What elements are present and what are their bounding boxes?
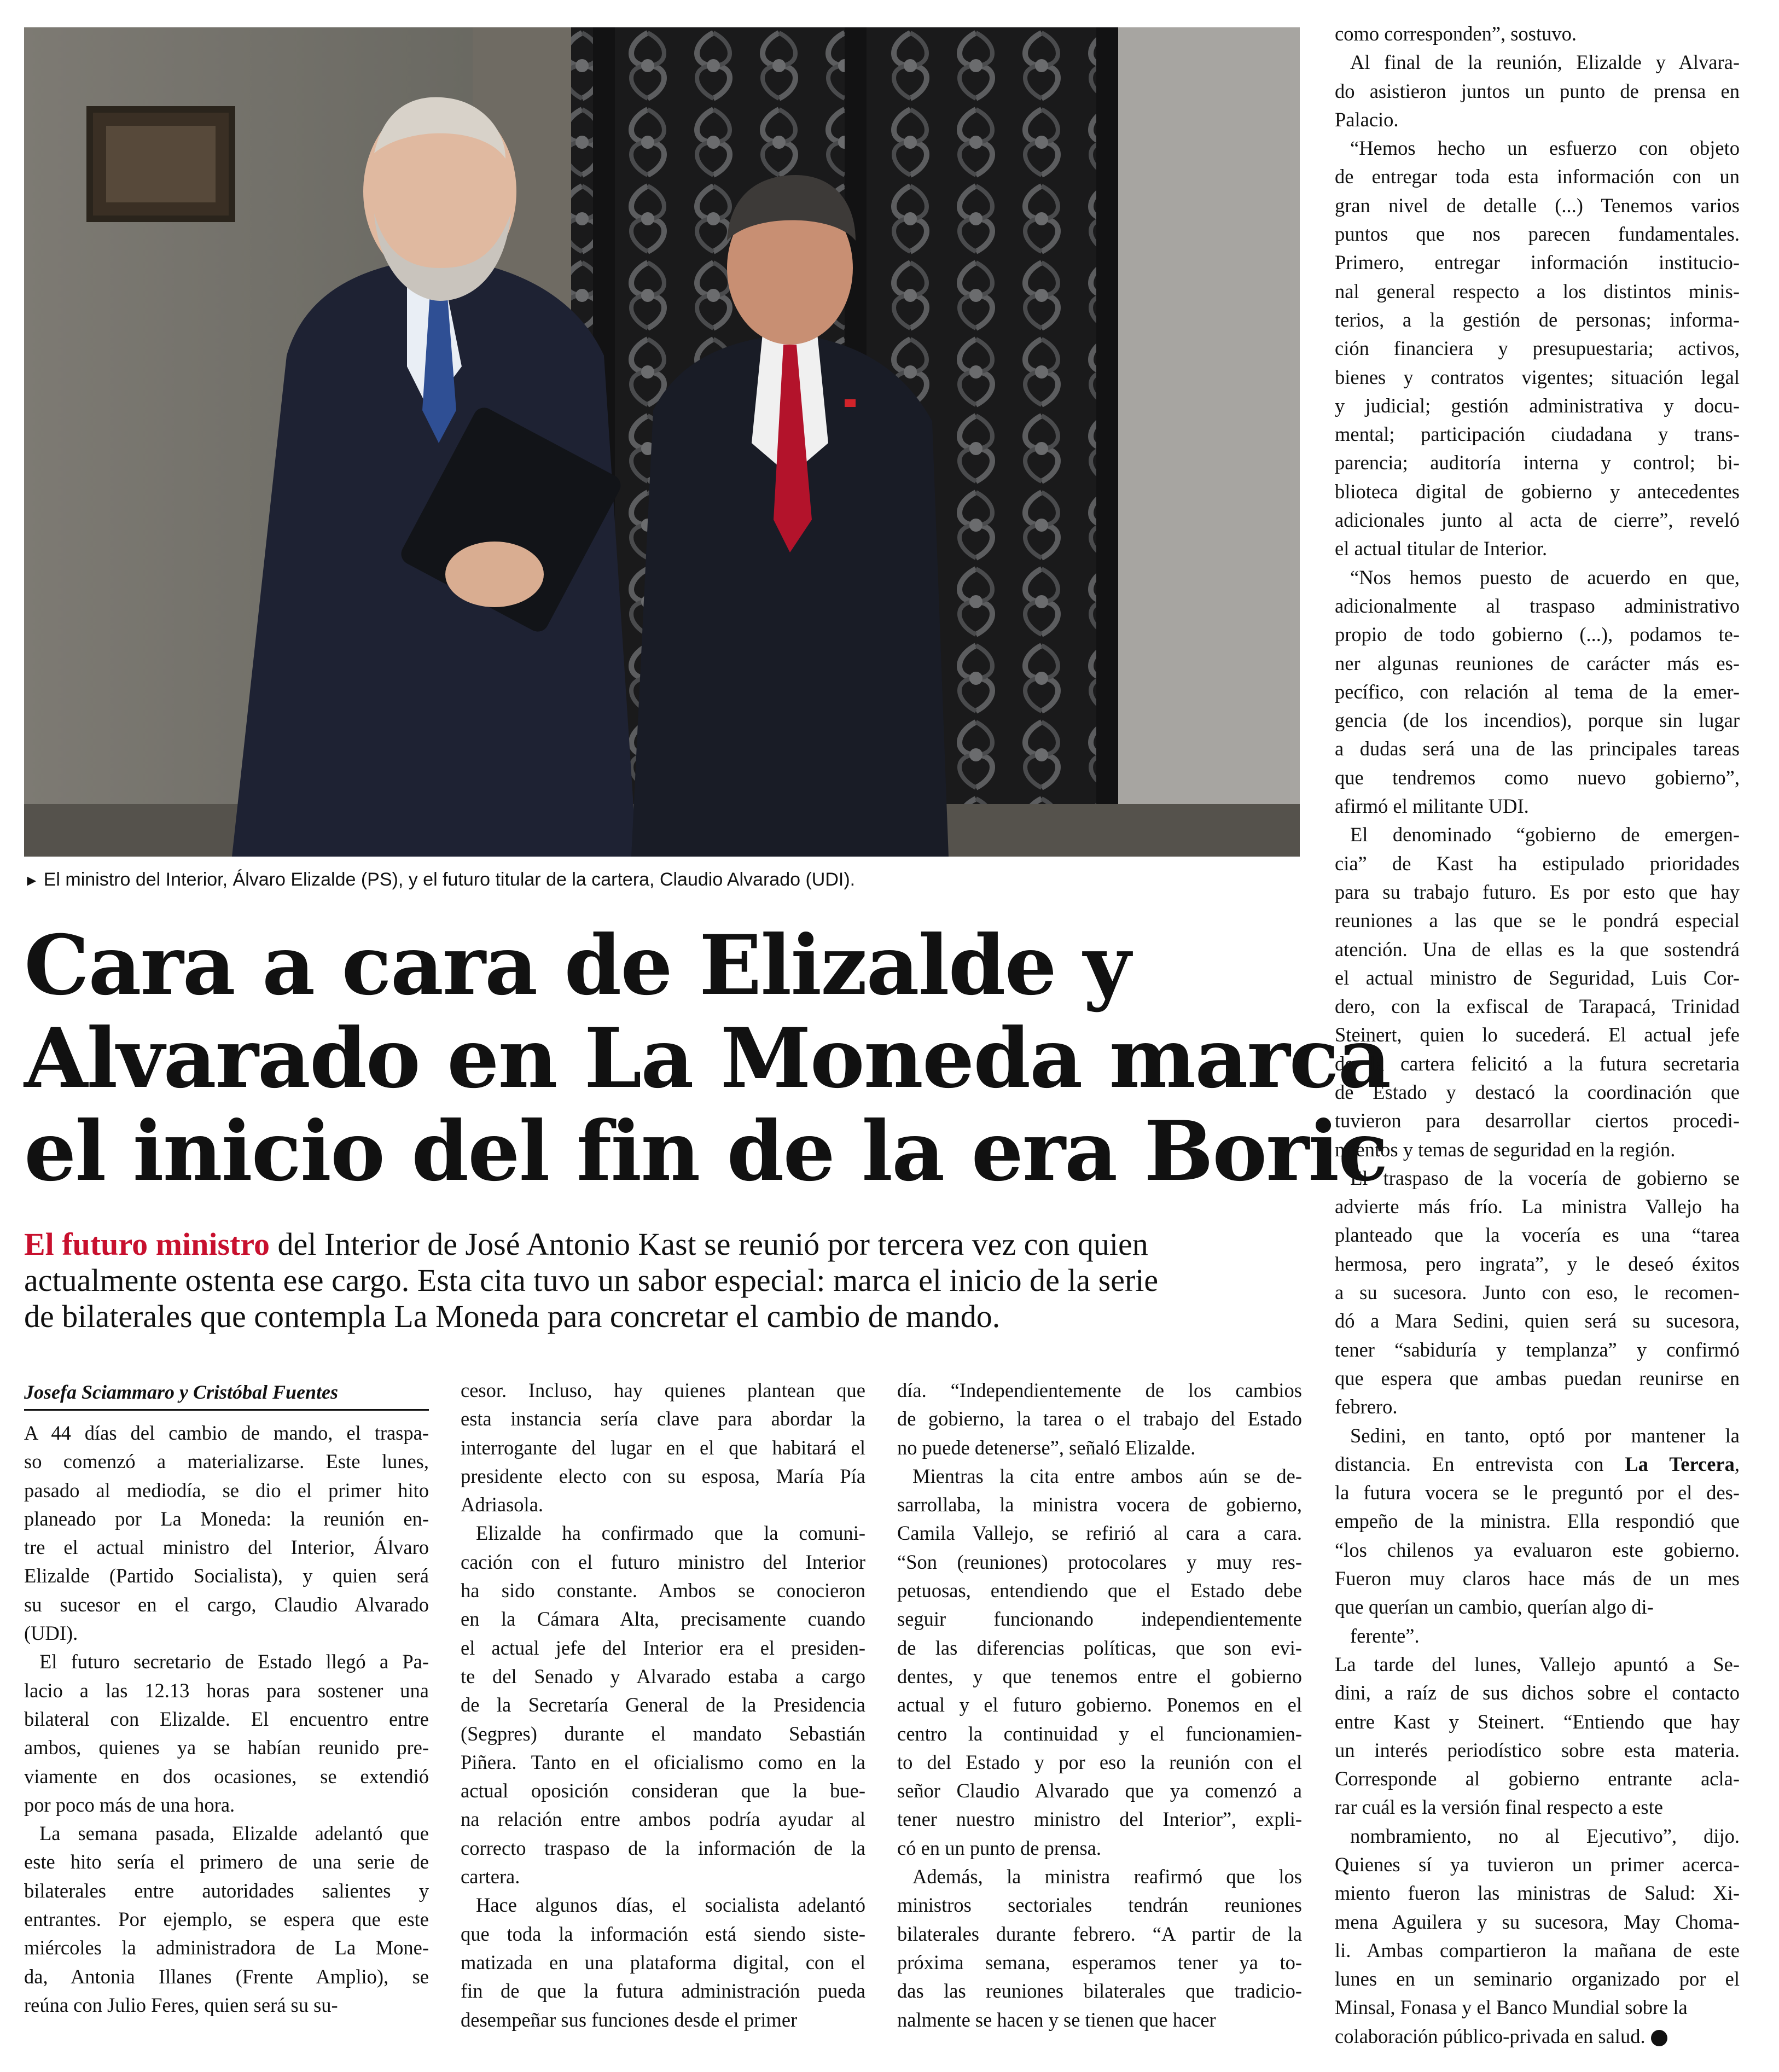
body-line: li. Ambas compartieron la mañana de este [1335,1939,1740,1962]
body-line: que querían un cambio, querían algo di- [1335,1596,1654,1619]
caption-arrow-icon: ► [24,872,39,889]
body-line: reuniones a las que se le pondrá especial [1335,909,1740,932]
body-line: que toda la información está siendo siste- [461,1922,865,1945]
body-line: afirmó el militante UDI. [1335,795,1529,818]
end-mark-icon [1651,2030,1667,2046]
body-line-text: , [1734,1452,1740,1475]
body-line: adicionalmente al traspaso administrativo [1335,594,1740,617]
body-line: A 44 días del cambio de mando, el traspa- [24,1422,429,1444]
body-line [1335,1450,1740,1479]
body-line: reúna con Julio Feres, quien será su su- [24,1993,338,2016]
body-line: que tendremos como nuevo gobierno”, [1335,766,1740,789]
body-line: bilateral con Elizalde. El encuentro entre [24,1707,429,1730]
body-line: de entregar toda esta información con un [1335,165,1740,188]
headline-line: el inicio del fin de la era Boric [24,1103,1387,1200]
body-line: Piñera. Tanto en el oficialismo como en la [461,1750,865,1773]
body-line: entrantes. Por ejemplo, se espera que este [24,1908,429,1931]
body-line: Al final de la reunión, Elizalde y Alvara- [1350,51,1740,74]
headline-line: Cara a cara de Elizalde y [24,917,1130,1014]
body-line: do asistieron juntos un punto de prensa en [1335,79,1740,102]
body-line: tre el actual ministro del Interior, Álvaro [24,1536,429,1559]
body-line: viamente en dos ocasiones, se extendió [24,1765,429,1788]
body-line: “los chilenos ya evaluaron este gobierno. [1335,1538,1740,1561]
body-line: Camila Vallejo, se refirió al cara a cara. [897,1522,1302,1545]
body-line: actual y el futuro gobierno. Ponemos en el [897,1693,1302,1716]
lead-line: actualmente ostenta ese cargo. Esta cita tuvo un sabor especial: marca el inicio de la serie [24,1262,1159,1298]
body-line: advierte más frío. La ministra Vallejo ha [1335,1195,1740,1218]
body-line: bilaterales durante febrero. “A partir de la [897,1922,1302,1945]
body-line: un interés periodístico sobre esta materia. [1335,1738,1740,1761]
body-line: ambos, quienes ya se habían reunido pre- [24,1736,429,1759]
body-line: puntos que nos parecen fundamentales. [1335,223,1740,246]
body-line: “Son (reuniones) protocolares y muy res- [897,1550,1302,1573]
body-line: parencia; auditoría interna y control; bi- [1335,451,1740,474]
body-line: bienes y contratos vigentes; situación legal [1335,365,1740,388]
body-line: Minsal, Fonasa y el Banco Mundial sobre la [1335,1996,1688,2019]
body-line: nombramiento, no al Ejecutivo”, dijo. [1350,1824,1740,1847]
body-line: Hace algunos días, el socialista adelantó [476,1894,865,1917]
body-line: para su trabajo futuro. Es por esto que hay [1335,880,1740,903]
body-line: este hito sería el primero de una serie de [24,1850,429,1873]
body-line: dero, con la exfiscal de Tarapacá, Trinidad [1335,995,1740,1018]
body-line: cartera. [461,1865,520,1888]
body-line: có en un punto de prensa. [897,1836,1102,1859]
lead-kicker: El futuro ministro [24,1226,270,1262]
body-line: ha sido constante. Ambos se conocieron [461,1579,865,1602]
body-line: día. “Independientemente de los cambios [897,1379,1302,1401]
body-line: su sucesor en el cargo, Claudio Alvarado [24,1593,429,1616]
body-line: to del Estado y por eso la reunión con el [897,1750,1302,1773]
body-line: dentes, y que tenemos entre el gobierno [897,1664,1302,1687]
body-line: de Estado y destacó la coordinación que [1335,1080,1740,1103]
body-line: planteado que la vocería es una “tarea [1335,1224,1740,1247]
body-line: La tarde del lunes, Vallejo apuntó a Se- [1335,1652,1740,1675]
body-line: Fueron muy claros hace más de un mes [1335,1567,1740,1590]
body-line: Además, la ministra reafirmó que los [912,1865,1302,1888]
body-line: esta instancia sería clave para abordar la [461,1407,865,1430]
body-line: planeado por La Moneda: la reunión en- [24,1507,429,1530]
body-line: atención. Una de ellas es la que sostendrá [1335,938,1740,961]
body-line: Palacio. [1335,108,1399,131]
lead-line-text: del Interior de José Antonio Kast se reunió por tercera vez con quien [270,1226,1148,1262]
body-line: presidente electo con su esposa, María Pía [461,1464,865,1487]
body-line: de la Secretaría General de la Presidencia [461,1693,865,1716]
body-line: interrogante del lugar en el que habitará el [461,1436,865,1459]
body-line: Adriasola. [461,1493,544,1516]
body-line: Elizalde ha confirmado que la comuni- [476,1522,865,1545]
body-line: como corresponden”, sostuvo. [1335,22,1577,45]
body-line: febrero. [1335,1395,1398,1418]
body-line: actual oposición consideran que la bue- [461,1779,865,1802]
body-line: que espera que ambas puedan reunirse en [1335,1366,1740,1389]
body-line: empeño de la ministra. Ella respondió que [1335,1510,1740,1533]
body-line: terios, a la gestión de personas; informa- [1335,308,1740,331]
body-line: a su sucesora. Junto con eso, le recomen- [1335,1281,1740,1304]
lead-paragraph [24,1226,1304,1335]
lead-line [24,1226,1304,1262]
body-line: ner algunas reuniones de carácter más es- [1335,651,1740,674]
body-line: (Segpres) durante el mandato Sebastián [461,1722,865,1745]
body-line: miércoles la administradora de La Mone- [24,1936,429,1959]
body-line: ción financiera y presupuestaria; activos, [1335,337,1740,360]
body-line: bilaterales entre autoridades salientes y [24,1879,429,1902]
body-line: El denominado “gobierno de emergen- [1350,823,1740,846]
body-line: a dudas será una de las principales tareas [1335,737,1740,760]
body-line: da, Antonia Illanes (Frente Amplio), se [24,1965,429,1988]
body-line: lacio a las 12.13 horas para sostener una [24,1679,429,1702]
body-column-4 [1335,20,1740,2051]
body-line: gencia (de los incendios), porque sin lugar [1335,709,1740,732]
body-line: dó a Mara Sedini, quien será su sucesora, [1335,1309,1740,1332]
body-line: Sedini, en tanto, optó por mantener la [1350,1424,1740,1447]
body-column-2 [461,1376,865,2034]
body-line: desempeñar sus funciones desde el primer [461,2008,798,2031]
body-line: la futura vocera se le preguntó por el des- [1335,1481,1740,1504]
body-line: adicionales junto al acta de cierre”, reveló [1335,509,1740,532]
body-line-text: colaboración público-privada en salud. [1335,2024,1646,2047]
photo-illustration [24,27,1300,857]
body-line: Mientras la cita entre ambos aún se de- [912,1464,1302,1487]
body-line: fin de que la futura administración pueda [461,1980,865,2003]
body-line: propio de todo gobierno (...), podamos te- [1335,623,1740,646]
newspaper-name: La Tercera [1625,1452,1735,1475]
body-line: mientos y temas de seguridad en la región. [1335,1138,1676,1161]
body-line: sarrollaba, la ministra vocera de gobierno, [897,1493,1302,1516]
body-line: mena Aguilera y su sucesora, May Choma- [1335,1910,1740,1933]
body-line: “Hemos hecho un esfuerzo con objeto [1350,137,1740,160]
body-line: no puede detenerse”, señaló Elizalde. [897,1436,1196,1459]
body-line: Elizalde (Partido Socialista), y quien será [24,1564,429,1587]
body-line: “Nos hemos puesto de acuerdo en que, [1350,566,1740,589]
body-line: cesor. Incluso, hay quienes plantean que [461,1379,865,1401]
body-line: (UDI). [24,1622,78,1645]
body-line: tener nuestro ministro del Interior”, expli- [897,1808,1302,1831]
body-line: de las diferencias políticas, que son evi- [897,1636,1302,1659]
body-line: tuvieron para desarrollar ciertos procedi- [1335,1109,1740,1132]
body-line: rar cuál es la versión final respecto a este [1335,1796,1663,1819]
article-photo [24,27,1300,857]
body-line: correcto traspaso de la información de la [461,1836,865,1859]
body-line: cia” de Kast ha estipulado prioridades [1335,852,1740,875]
body-line: El traspaso de la vocería de gobierno se [1350,1166,1740,1189]
body-line: centro la continuidad y el funcionamien- [897,1722,1302,1745]
caption-text: El ministro del Interior, Álvaro Elizalde (PS), y el futuro titular de la cartera, Claudio Alvarado (UDI). [43,869,856,890]
body-line: nal general respecto a los distintos minis- [1335,280,1740,302]
body-line: el actual titular de Interior. [1335,537,1548,560]
body-column-1 [24,1419,429,2019]
body-line: el actual ministro de Seguridad, Luis Cor- [1335,966,1740,989]
body-line: Corresponde al gobierno entrante acla- [1335,1767,1740,1790]
body-line: señor Claudio Alvarado que ya comenzó a [897,1779,1302,1802]
body-line: ferente”. [1350,1624,1420,1647]
body-line: el actual jefe del Interior era el presiden- [461,1636,865,1659]
body-line: Quienes sí ya tuvieron un primer acerca- [1335,1853,1740,1876]
body-line: matizada en una plataforma digital, con el [461,1951,865,1974]
body-line: por poco más de una hora. [24,1793,235,1816]
body-line: de la cartera felicitó a la futura secretaria [1335,1052,1740,1075]
body-line: en la Cámara Alta, precisamente cuando [461,1608,865,1631]
photo-caption [24,868,1300,893]
body-line: lunes en un seminario organizado por el [1335,1968,1740,1990]
body-line: nalmente se hacen y se tienen que hacer [897,2008,1216,2031]
lead-line: de bilaterales que contempla La Moneda para concretar el cambio de mando. [24,1299,1001,1334]
body-line: y judicial; gestión administrativa y docu- [1335,394,1740,417]
body-line: pecífico, con relación al tema de la emer- [1335,680,1740,703]
body-line: so comenzó a materializarse. Este lunes, [24,1450,429,1473]
body-line: seguir funcionando independientemente [897,1608,1302,1631]
body-line: miento fueron las ministras de Salud: Xi- [1335,1882,1740,1905]
body-line: Primero, entregar información institucio- [1335,251,1740,274]
body-line: próxima semana, esperamos tener ya to- [897,1951,1302,1974]
body-line: ministros sectoriales tendrán reuniones [897,1894,1302,1917]
body-line: dini, a raíz de sus dichos sobre el contacto [1335,1681,1740,1704]
body-line: blioteca digital de gobierno y antecedentes [1335,480,1740,503]
body-column-3 [897,1376,1302,2034]
headline [24,917,1391,1200]
body-line [1335,2022,1740,2051]
body-line: tener “sabiduría y templanza” y confirmó [1335,1338,1740,1361]
body-line: na relación entre ambos podría ayudar al [461,1808,865,1831]
body-line: Steinert, quien lo sucederá. El actual jefe [1335,1023,1740,1046]
body-line: gran nivel de detalle (...) Tenemos varios [1335,194,1740,217]
headline-line: Alvarado en La Moneda marca [24,1010,1391,1107]
body-line: entre Kast y Steinert. “Entiendo que hay [1335,1710,1740,1733]
byline: Josefa Sciammaro y Cristóbal Fuentes [24,1378,429,1411]
body-line: de gobierno, la tarea o el trabajo del Estado [897,1407,1302,1430]
body-line-text: distancia. En entrevista con [1335,1452,1625,1475]
body-line: El futuro secretario de Estado llegó a Pa- [39,1650,429,1673]
body-line: pasado al mediodía, se dio el primer hito [24,1479,429,1501]
body-line: La semana pasada, Elizalde adelantó que [39,1822,429,1845]
body-line: mental; participación ciudadana y trans- [1335,423,1740,446]
body-line: cación con el futuro ministro del Interior [461,1550,865,1573]
body-line: petuosas, entendiendo que el Estado debe [897,1579,1302,1602]
body-line: te del Senado y Alvarado estaba a cargo [461,1664,865,1687]
body-line: hermosa, pero ingrata”, y le deseó éxitos [1335,1252,1740,1275]
body-line: das las reuniones bilaterales que tradicio- [897,1980,1302,2003]
